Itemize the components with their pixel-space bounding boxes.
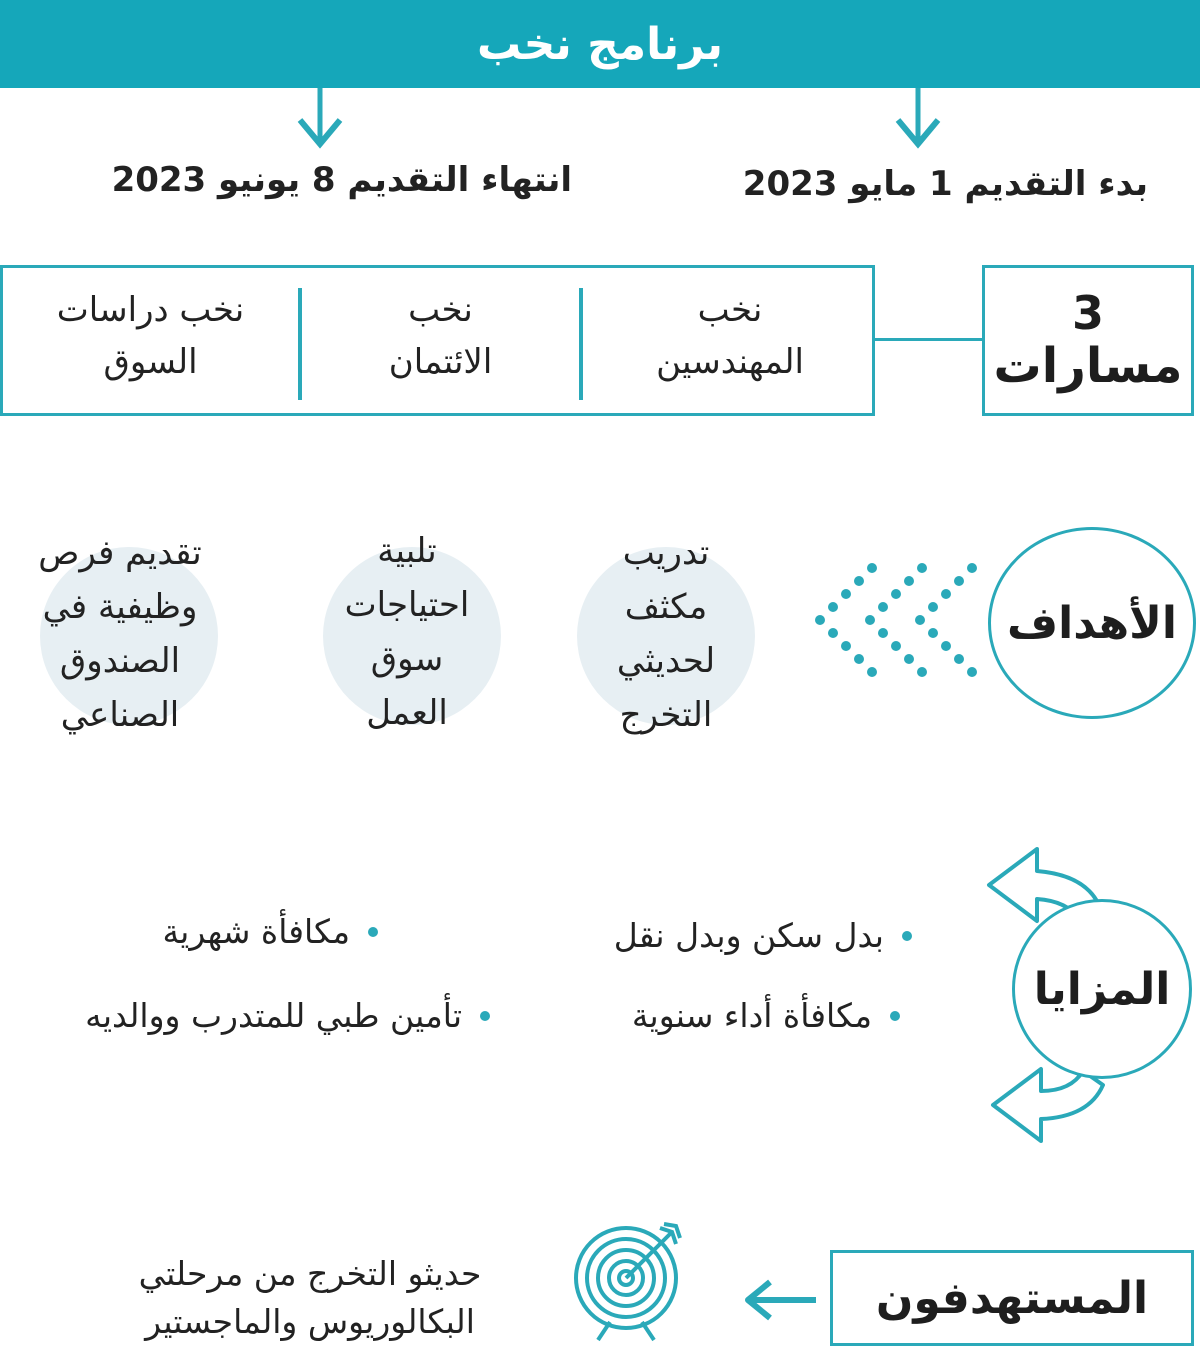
- tracks-box: [0, 265, 875, 416]
- goal-market-needs: تلبية احتياجات سوق العمل: [344, 531, 470, 733]
- bullet: [902, 931, 912, 941]
- bullet: [480, 1011, 490, 1021]
- title-bar: [0, 0, 1200, 88]
- bullet: [368, 927, 378, 937]
- target-audience-label: المستهدفون: [875, 1272, 1149, 1324]
- benefit-housing-transport: بدل سكن وبدل نقل: [614, 916, 912, 955]
- target-icon: [570, 1222, 688, 1344]
- track-market-studies: نخب دراسات السوق: [56, 290, 245, 382]
- goals-label: الأهداف: [1007, 597, 1177, 649]
- benefits-label: المزايا: [1033, 963, 1171, 1015]
- arrow-down-icon: [292, 88, 348, 154]
- arrow-down-icon: [890, 88, 946, 154]
- goal-training: تدريب مكثف لحديثي التخرج: [616, 533, 716, 735]
- arrow-left-icon: [740, 1278, 818, 1322]
- target-audience-text: حديثو التخرج من مرحلتي البكالوريوس والماجستير: [138, 1254, 482, 1341]
- divider: [579, 288, 583, 400]
- page-title: برنامج نخب: [476, 18, 724, 70]
- tracks-count-box: [982, 265, 1194, 416]
- track-credit: نخب الائتمان: [388, 290, 493, 382]
- bullet: [890, 1011, 900, 1021]
- tracks-count: 3: [1072, 285, 1105, 340]
- connector-line: [874, 338, 982, 341]
- goals-circle: [988, 527, 1196, 719]
- track-engineers: نخب المهندسين: [656, 290, 804, 382]
- end-date: انتهاء التقديم 8 يونيو 2023: [111, 160, 572, 200]
- start-date: بدء التقديم 1 مايو 2023: [742, 164, 1148, 204]
- tracks-label: مسارات: [993, 337, 1183, 394]
- target-audience-box: [830, 1250, 1194, 1346]
- benefits-circle: [1012, 899, 1192, 1079]
- benefit-annual-bonus: مكافأة أداء سنوية: [632, 996, 900, 1035]
- chevrons-left-icon: [808, 560, 988, 680]
- benefit-monthly-reward: مكافأة شهرية: [162, 912, 378, 951]
- goal-job-opportunities: تقديم فرص وظيفية في الصندوق الصناعي: [38, 533, 202, 735]
- benefit-medical-insurance: تأمين طبي للمتدرب ووالديه: [85, 996, 490, 1035]
